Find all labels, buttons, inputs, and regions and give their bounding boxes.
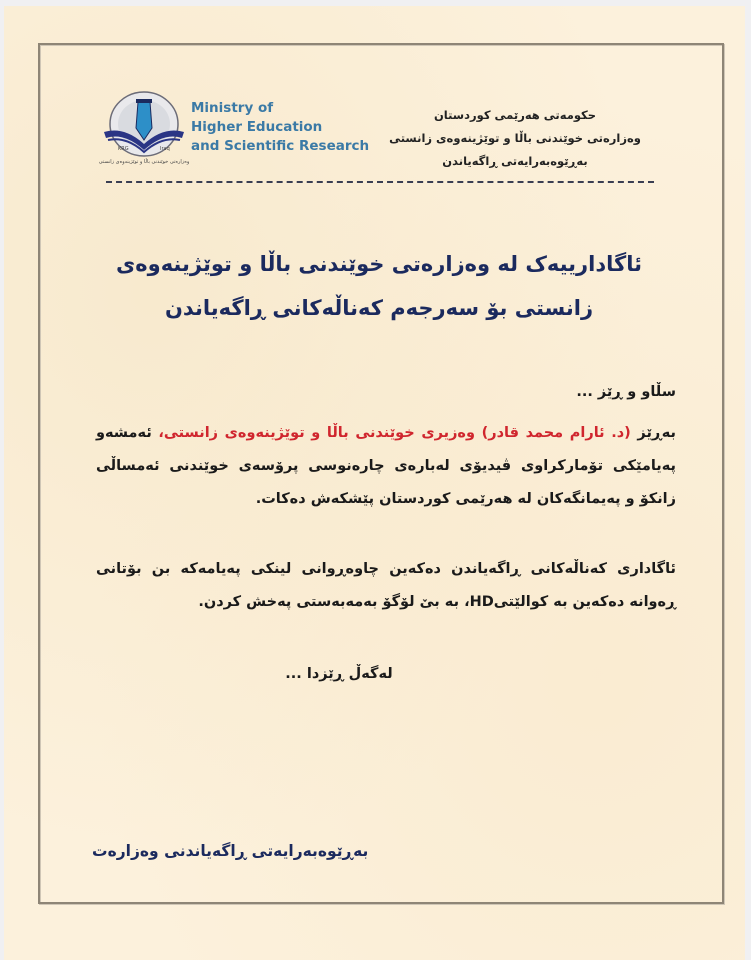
ministry-en-line-1: Ministry of <box>191 100 274 116</box>
signature: بەڕێوەبەرایەتی ڕاگەیاندنی وەزارەت <box>92 842 369 860</box>
para1-prefix: بەڕێز <box>630 425 676 441</box>
logo-year-left: KRG <box>118 146 129 152</box>
ministry-en-line-3: and Scientific Research <box>191 138 370 154</box>
closing-regards: لەگەڵ ڕێزدا ... <box>285 666 393 682</box>
letter-page <box>4 6 745 960</box>
greeting: سڵاو و ڕێز ... <box>576 384 676 400</box>
ministry-logo-icon <box>94 88 194 168</box>
government-header-kurdish <box>385 104 645 173</box>
ministry-name-english <box>191 99 369 156</box>
paragraph-1 <box>96 417 676 516</box>
title-line-1: ئاگادارییەک لە وەزارەتی خوێندنی باڵا و توێژینەوەی <box>116 252 642 276</box>
ministry-en-line-2: Higher Education <box>191 119 323 135</box>
gov-line-1: حکومەتی هەرێمی کوردستان <box>433 108 597 122</box>
logo-caption: وەزارەتی خوێندنی باڵا و توێژینەوەی زانستی <box>98 159 190 165</box>
logo-year-right: Iraq <box>160 146 170 152</box>
para1-rest: ئەمشەو پەیامێکی تۆمارکراوی ڤیدیۆی لەبارەی چارەنوسی پرۆسەی خوێندنی ئەمساڵی زانکۆ و پەیمانگەکان لە هەرێمی کوردستان پێشکەش دەکات. <box>96 425 676 507</box>
title-line-2: زانستی بۆ سەرجەم کەناڵەکانی ڕاگەیاندن <box>164 296 594 320</box>
gov-line-2: وەزارەتی خوێندنی باڵا و توێژینەوەی زانستی <box>389 131 641 145</box>
gov-line-3: بەڕێوەبەرایەتی ڕاگەیاندن <box>442 154 588 168</box>
header-divider <box>106 181 654 183</box>
minister-highlight: (د. ئارام محمد قادر) وەزیری خوێندنی باڵا و توێژینەوەی زانستی، <box>158 425 631 441</box>
paragraph-2: ئاگاداری کەناڵەکانی ڕاگەیاندن دەکەین چاوەڕوانی لینکی پەیامەکە بن بۆتانی ڕەوانە دەکەین بە کوالێتیHD، بە بێ لۆگۆ بەمەبەستی پەخش کردن. <box>96 561 676 610</box>
announcement-title <box>74 242 684 330</box>
